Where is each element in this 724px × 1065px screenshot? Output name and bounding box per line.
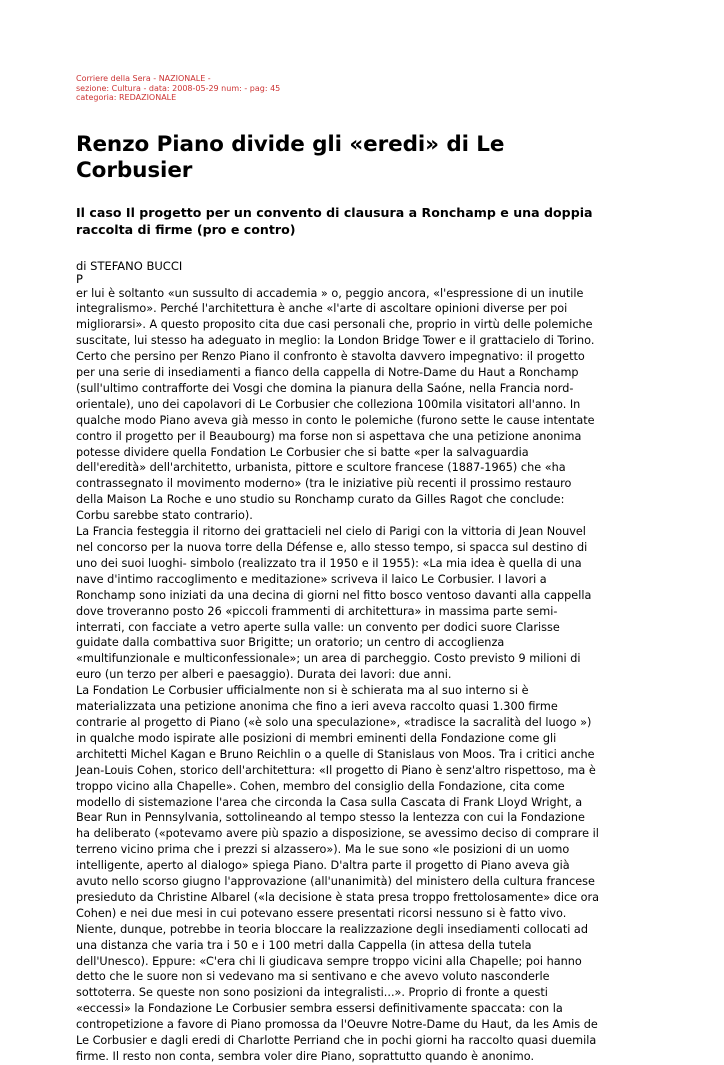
article-body xyxy=(76,286,600,1065)
paragraph: La Francia festeggia il ritorno dei grattacieli nel cielo di Parigi con la vittoria di Jean Nouvel nel concorso per la nuova torre della Défense e, allo stesso tempo, si spacca sul destino di uno dei suoi luoghi- simbolo (realizzato tra il 1950 e il 1955): «La mia idea è quella di una nave d'intimo raccoglimento e meditazione» scriveva il laico Le Corbusier. I lavori a Ronchamp sono iniziati da una decina di giorni nel fitto bosco ventoso davanti alla cappella dove troveranno posto 26 «piccoli frammenti di architettura» in massima parte semi-interrati, con facciate a vetro aperte sulla valle: un convento per dodici suore Clarisse guidate dalla combattiva suor Brigitte; un oratorio; un centro di accoglienza «multifunzionale e multiconfessionale»; un area di parcheggio. Costo previsto 9 milioni di euro (un terzo per alberi e paesaggio). Durata dei lavori: due anni. xyxy=(76,525,592,682)
article-title: Renzo Piano divide gli «eredi» di Le Corbusier xyxy=(76,131,505,183)
category-line: categoria: REDAZIONALE xyxy=(76,93,177,102)
paragraph: Niente, dunque, potrebbe in teoria bloccare la realizzazione degli insediamenti collocati ad una distanza che varia tra i 50 e i 100 metri dalla Cappella (in attesa della tutela dell'Unesco). Eppure: «C'era chi li giudicava sempre troppo vicini alla Chapelle; poi hanno detto che le suore non si vedevano ma si sentivano e che avevo voluto nasconderle sottoterra. Se queste non sono posizioni da integralisti...». Proprio di fronte a questi «eccessi» la Fondazione Le Corbusier sembra essersi definitivamente spaccata: con la contropetizione a favore di Piano promossa da l'Oeuvre Notre-Dame du Haut, da les Amis de Le Corbusier e dagli eredi di Charlotte Perriand che in pochi giorni ha raccolto quasi duemila firme. Il resto non conta, sembra voler dire Piano, soprattutto quando è anonimo. xyxy=(76,922,598,1063)
paragraph: La Fondation Le Corbusier ufficialmente non si è schierata ma al suo interno si è materializzata una petizione anonima che fino a ieri aveva raccolto quasi 1.300 firme contrarie al progetto di Piano («è solo una speculazione», «tradisce la sacralità del luogo ») in qualche modo ispirate alle posizioni di membri eminenti della Fondazione come gli architetti Michel Kagan e Bruno Reichlin o a quelle di Stanislaus von Moos. Tra i critici anche Jean-Louis Cohen, storico dell'architettura: «Il progetto di Piano è senz'altro rispettoso, ma è troppo vicino alla Chapelle». Cohen, membro del consiglio della Fondazione, cita come modello di sistemazione l'area che circonda la Casa sulla Cascata di Frank Lloyd Wright, a Bear Run in Pennsylvania, sottolineando al tempo stesso la lentezza con cui la Fondazione ha deliberato («potevamo avere più spazio a disposizione, se avessimo deciso di comprare il terreno vicino prima che i prezzi si alzassero»). Ma le sue sono «le posizioni di un uomo intelligente, aperto al dialogo» spiega Piano. D'altra parte il progetto di Piano aveva già avuto nello scorso giugno l'approvazione (all'unanimità) del ministero della cultura francese presieduto da Christine Albarel («la decisione è stata presa troppo frettolosamente» dice ora Cohen) e nei due mesi in cui potevano essere presentati ricorsi nessuno si è fatto vivo. xyxy=(76,684,600,920)
drop-cap: P xyxy=(76,271,83,286)
section-date-line: sezione: Cultura - data: 2008-05-29 num: - pag: 45 xyxy=(76,83,281,93)
article-subtitle: Il caso Il progetto per un convento di clausura a Ronchamp e una doppia raccolta di firme (pro e contro) xyxy=(76,204,593,237)
article-page xyxy=(76,74,600,1065)
source-line: Corriere della Sera - NAZIONALE - xyxy=(76,74,211,83)
paragraph: er lui è soltanto «un sussulto di accademia » o, peggio ancora, «l'espressione di un inutile integralismo». Perché l'architettura è anche «l'arte di ascoltare opinioni diverse per poi migliorarsi». A questo proposito cita due casi personali che, proprio in virtù delle polemiche suscitate, lui stesso ha adeguato in meglio: la London Bridge Tower e il grattacielo di Torino. Certo che persino per Renzo Piano il confronto è stavolta davvero impegnativo: il progetto per una serie di insediamenti a fianco della cappella di Notre-Dame du Haut a Ronchamp (sull'ultimo contrafforte dei Vosgi che domina la pianura della Saóne, nella Francia nord-orientale), uno dei capolavori di Le Corbusier che colleziona 100mila visitatori all'anno. In qualche modo Piano aveva già messo in conto le polemiche (furono sette le cause intentate contro il progetto per il Beaubourg) ma forse non si aspettava che una petizione anonima potesse dividere quella Fondation Le Corbusier che si batte «per la salvaguardia dell'eredità» dell'architetto, urbanista, pittore e scultore francese (1887-1965) che «ha contrassegnato il movimento moderno» (tra le iniziative più recenti il prossimo restauro della Maison La Roche e uno studio su Ronchamp curato da Gilles Ragot che conclude: Corbu sarebbe stato contrario). xyxy=(76,286,595,523)
byline: di STEFANO BUCCI xyxy=(76,258,183,273)
article-metadata xyxy=(76,74,600,103)
